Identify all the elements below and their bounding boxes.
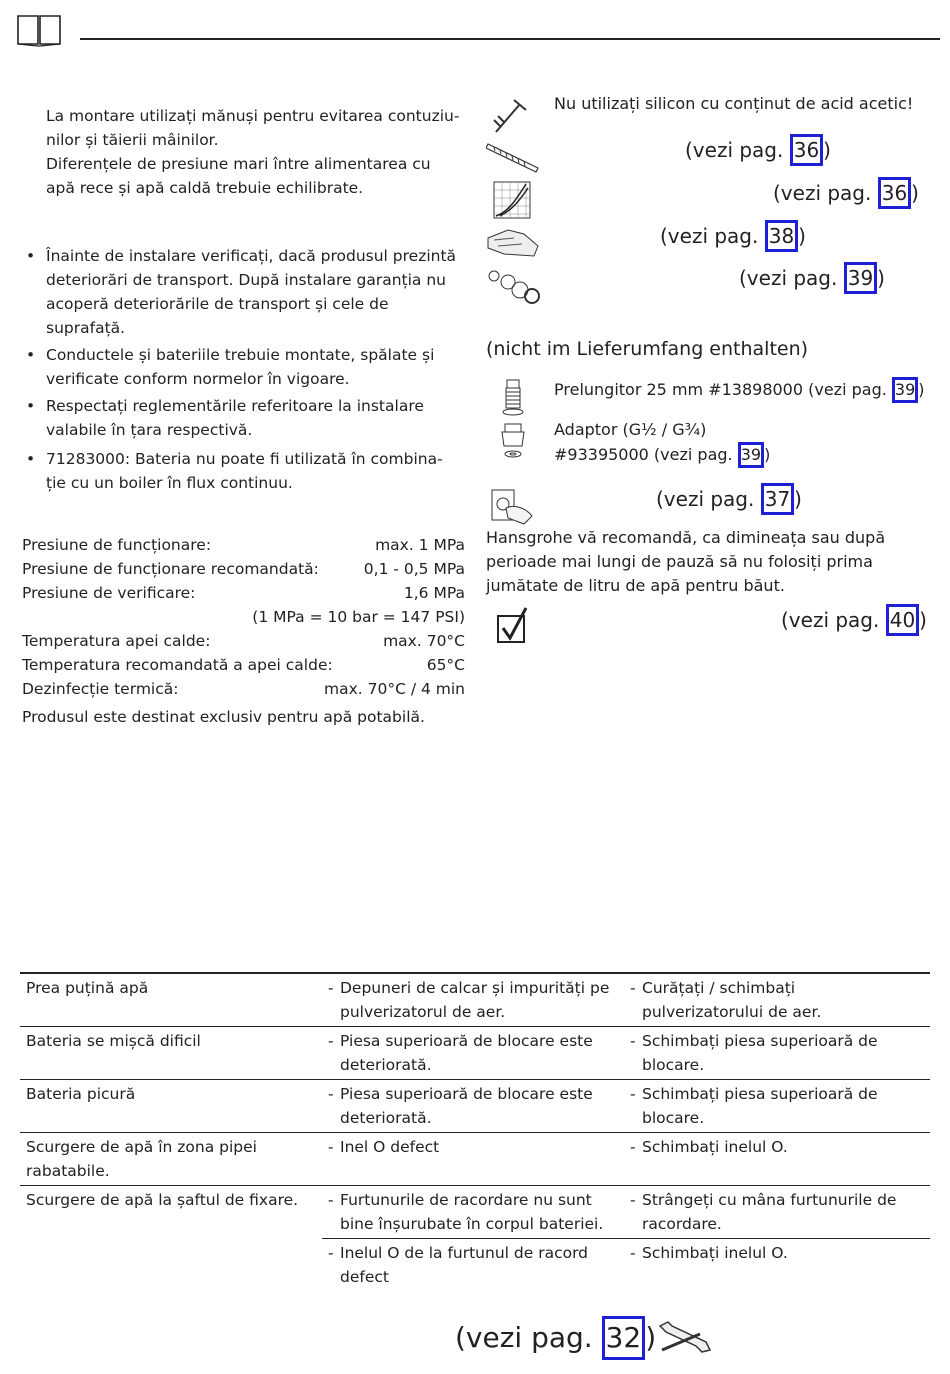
page-number-box[interactable]: 39 [844,262,877,294]
spec-row: Dezinfecție termică: max. 70°C / 4 min [22,680,465,698]
accessory-adaptor: Adaptor (G½ / G¾) #93395000 (vezi pag. 39 ) [554,418,770,468]
bullet-item: • Respectați reglementările referitoare la instalare valabile în țara respectivă. [26,397,424,439]
page-number-box[interactable]: 36 [878,177,911,209]
footer-page-reference[interactable]: (vezi pag. 32 ) [455,1316,656,1360]
manual-book-icon [16,10,62,48]
problem-cell: Bateria se mișcă dificil [26,1032,201,1050]
page-reference[interactable]: (vezi pag. 40 ) [781,604,927,636]
page-number-box[interactable]: 39 [738,442,764,468]
silicone-warning: Nu utilizați silicon cu conținut de acid acetic! [554,94,914,113]
fix-cell: - Strângeți cu mâna furtunurile de racordare. [624,1186,930,1239]
cleaning-hand-icon [484,224,540,260]
cause-cell: - Depuneri de calcar și impurități pe pulverizatorul de aer. [328,979,610,1021]
text-line: apă rece și apă caldă trebuie echilibrate. [46,179,364,197]
table-row [20,1080,930,1133]
pressure-chart-icon [492,180,532,220]
silicone-gun-icon [490,96,530,136]
accessories-title: (nicht im Lieferumfang enthalten) [486,338,809,360]
table-row [20,1239,930,1292]
hansgrohe-recommendation: Hansgrohe vă recomandă, ca dimineața sau după perioade mai lungi de pauză să nu folosiți prima jumătate de litru de apă pentru băut. [486,528,886,595]
wrench-icon [656,1318,712,1358]
problem-cell: Prea puțină apă [26,979,149,997]
fix-cell: - Schimbați inelul O. [630,1138,788,1156]
page-number-box[interactable]: 37 [761,483,794,515]
ruler-icon [486,138,540,174]
checkbox-checked-icon [496,606,530,646]
table-row [20,973,930,1027]
extension-icon [500,378,526,418]
table-row [20,1133,930,1186]
page-reference[interactable]: (vezi pag. 36 ) [685,134,831,166]
fix-cell: - Schimbați piesa superioară de blocare. [630,1032,878,1074]
table-row [20,1186,930,1239]
spec-row: Presiune de funcționare recomandată: 0,1 - 0,5 MPa [22,560,465,578]
header-rule [80,38,940,40]
fix-cell: - Curățați / schimbați pulverizatorului de aer. [630,979,822,1021]
page-number-box[interactable]: 32 [602,1316,646,1360]
page-number-box[interactable]: 36 [790,134,823,166]
problem-cell: Bateria picură [26,1085,136,1103]
cause-cell: - Inelul O de la furtunul de racord defect [328,1244,589,1286]
troubleshooting-table [20,972,930,1291]
adaptor-icon [498,422,528,462]
page-reference[interactable]: (vezi pag. 39 ) [739,262,885,294]
page-reference[interactable]: (vezi pag. 36 ) [773,177,919,209]
page-number-box[interactable]: 40 [886,604,919,636]
page-reference[interactable]: (vezi pag. 38 ) [660,220,806,252]
safety-note [46,104,461,200]
accessory-extension: Prelungitor 25 mm #13898000 (vezi pag. 39 ) [554,377,925,403]
spec-row: Presiune de verificare: 1,6 MPa [22,584,465,602]
fix-cell: - Schimbați inelul O. [630,1244,788,1262]
cause-cell: - Piesa superioară de blocare este deteriorată. [328,1085,593,1127]
problem-cell [20,1239,322,1292]
problem-cell: Scurgere de apă la șaftul de fixare. [26,1191,299,1209]
cause-cell: - Inel O defect [328,1138,440,1156]
spec-row: Presiune de funcționare: max. 1 MPa [22,536,465,554]
bullet-item: • 71283000: Bateria nu poate fi utilizată în combina- ție cu un boiler în flux continuu. [26,450,443,492]
parts-icon [486,266,542,306]
spec-row: Temperatura recomandată a apei calde: 65°C [22,656,465,674]
bullet-item: • Conductele și bateriile trebuie montate, spălate și verificate conform normelor în vigoare. [26,346,435,388]
text-line: Diferențele de presiune mari între alimentarea cu [46,155,431,173]
hand-operation-icon [488,486,536,526]
cause-cell: - Piesa superioară de blocare este deteriorată. [328,1032,593,1074]
fix-cell: - Schimbați piesa superioară de blocare. [630,1085,878,1127]
spec-row: (1 MPa = 10 bar = 147 PSI) [252,608,465,626]
problem-cell: Scurgere de apă în zona pipei rabatabile. [26,1138,257,1180]
spec-row: Temperatura apei calde: max. 70°C [22,632,465,650]
page-number-box[interactable]: 39 [892,377,918,403]
cause-cell: - Furtunurile de racordare nu sunt bine înșurubate în corpul bateriei. [322,1186,624,1239]
text-line: La montare utilizați mănuși pentru evitarea contuziu- [46,107,460,125]
page-reference[interactable]: (vezi pag. 37 ) [656,483,802,515]
bullet-item: • Înainte de instalare verificați, dacă produsul prezintă deteriorări de transport. După instalare garanția nu acoperă deteriorările de transport și cele de suprafață. [26,247,457,337]
page-number-box[interactable]: 38 [765,220,798,252]
text-line: nilor și tăierii mâinilor. [46,131,219,149]
table-row [20,1027,930,1080]
spec-note: Produsul este destinat exclusiv pentru apă potabilă. [22,708,425,726]
